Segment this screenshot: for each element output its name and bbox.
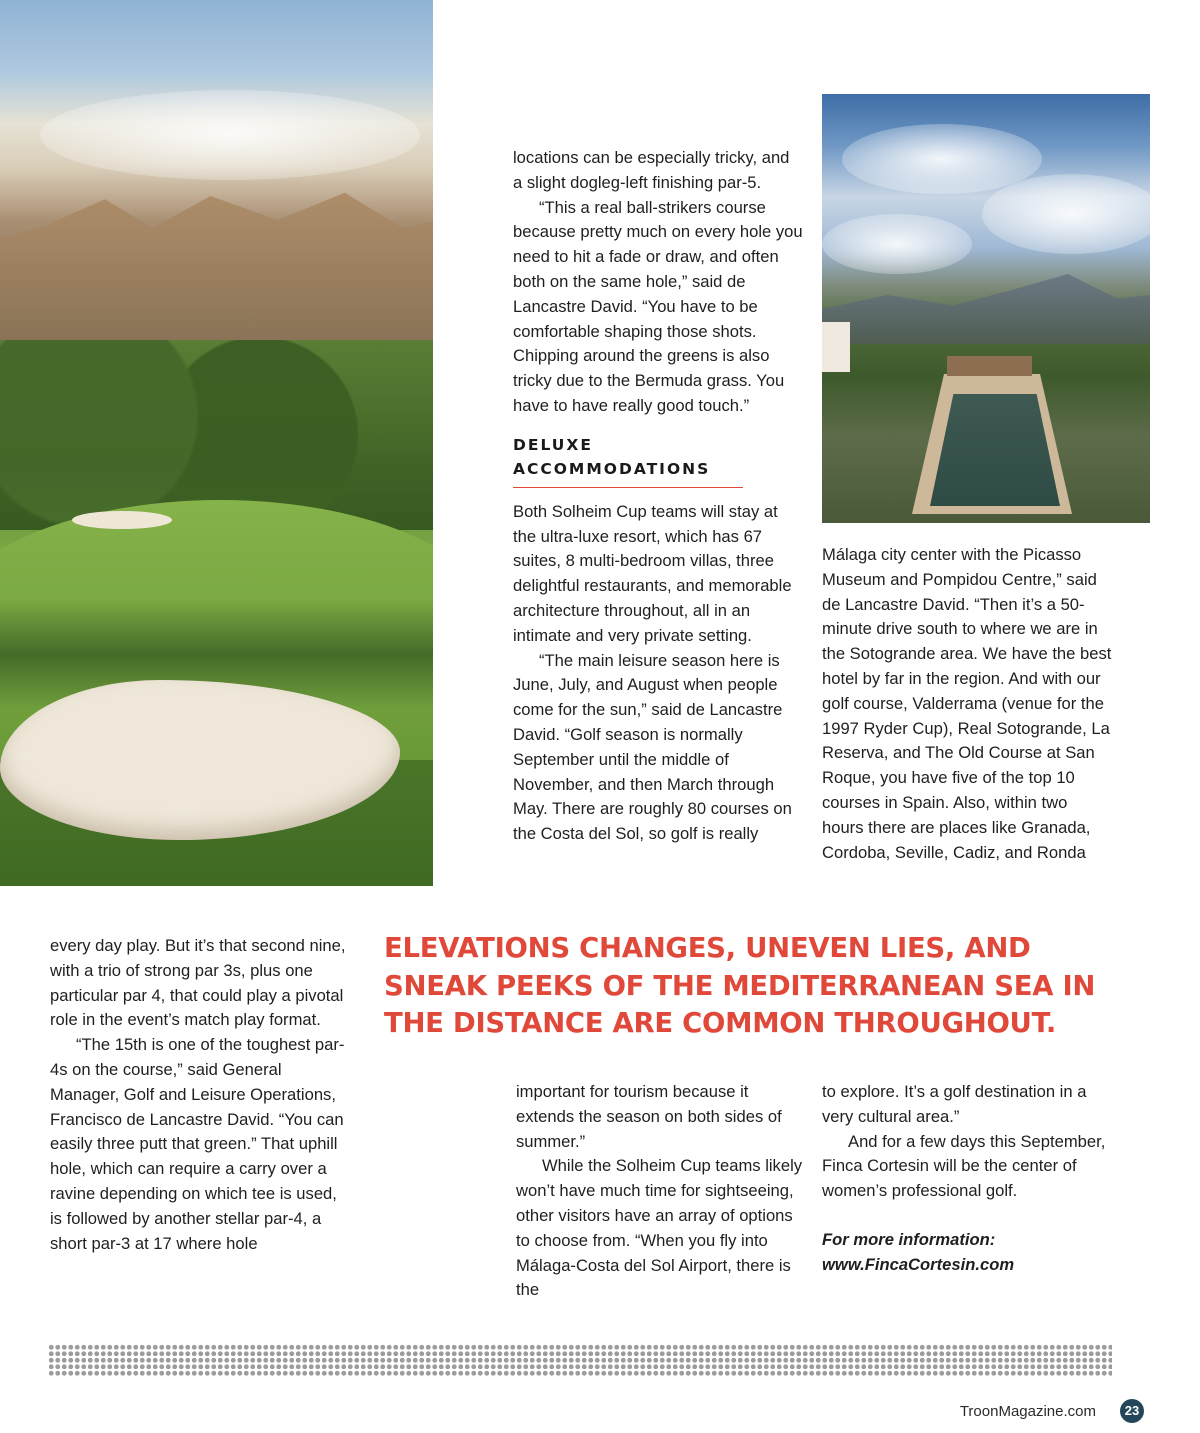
paragraph: every day play. But it’s that second nine, with a trio of strong par 3s, plus one particular par 4, that could play a pivotal role in the event’s match play format. xyxy=(50,936,346,1030)
info-label: For more information: xyxy=(822,1229,996,1249)
resort-pool-photo xyxy=(822,94,1150,523)
pull-quote: ELEVATIONS CHANGES, UNEVEN LIES, AND SNEAK PEEKS OF THE MEDITERRANEAN SEA IN THE DISTANCE ARE COMMON THROUGHOUT. xyxy=(384,932,1096,1039)
paragraph: to explore. It’s a golf destination in a very cultural area.” xyxy=(822,1082,1087,1126)
paragraph: “This a real ball-strikers course because pretty much on every hole you need to hit a fade or draw, and often both on the same hole,” said de Lancastre David. “You have to be comfortable shaping those shots. Chipping around the greens is also tricky due to the Bermuda grass. You have to have really good touch.” xyxy=(513,197,803,415)
info-url-link[interactable]: www.FincaCortesin.com xyxy=(822,1254,1015,1274)
paragraph: And for a few days this September, Finca Cortesin will be the center of women’s professional golf. xyxy=(822,1131,1106,1201)
golf-course-photo xyxy=(0,0,433,886)
article-column-bottom-middle xyxy=(516,1080,806,1303)
article-column-top-right xyxy=(822,543,1112,865)
article-column-bottom-left xyxy=(50,934,350,1256)
footer-site-url[interactable]: TroonMagazine.com xyxy=(959,1403,1096,1420)
article-column-top-middle xyxy=(513,146,803,847)
paragraph: “The main leisure season here is June, July, and August when people come for the sun,” said de Lancastre David. “Golf season is normally September until the middle of November, and then March through May. There are roughly 80 courses on the Costa del Sol, so golf is really xyxy=(513,650,792,844)
paragraph: important for tourism because it extends the season on both sides of summer.” xyxy=(516,1082,782,1151)
paragraph: While the Solheim Cup teams likely won’t have much time for sightseeing, other visitors have an array of options to choose from. “When you fly into Málaga-Costa del Sol Airport, there is the xyxy=(516,1156,803,1300)
paragraph: Málaga city center with the Picasso Museum and Pompidou Centre,” said de Lancastre David. “Then it’s a 50-minute drive south to where we are in the Sotogrande area. We have the best hotel by far in the region. And with our golf course, Valderrama (venue for the 1997 Ryder Cup), Real Sotogrande, La Reserva, and The Old Course at San Roque, you have five of the top 10 courses in Spain. Also, within two hours there are places like Granada, Cordoba, Seville, Cadiz, and Ronda xyxy=(822,545,1112,862)
paragraph: “The 15th is one of the toughest par-4s on the course,” said General Manager, Golf and Leisure Operations, Francisco de Lancastre David. “You can easily three putt that green.” That uphill hole, which can require a carry over a ravine depending on which tee is used, is followed by another stellar par-4, a short par-3 at 17 where hole xyxy=(50,1035,345,1253)
paragraph: locations can be especially tricky, and a slight dogleg-left finishing par-5. xyxy=(513,148,790,192)
paragraph: Both Solheim Cup teams will stay at the ultra-luxe resort, which has 67 suites, 8 multi-bedroom villas, three delightful restaurants, and memorable architecture throughout, all in an intimate and very private setting. xyxy=(513,501,792,645)
section-subhead: DELUXE ACCOMMODATIONS xyxy=(513,433,743,488)
page-number-badge: 23 xyxy=(1120,1399,1144,1423)
dotted-divider xyxy=(48,1344,1112,1376)
article-column-bottom-right xyxy=(822,1080,1112,1278)
